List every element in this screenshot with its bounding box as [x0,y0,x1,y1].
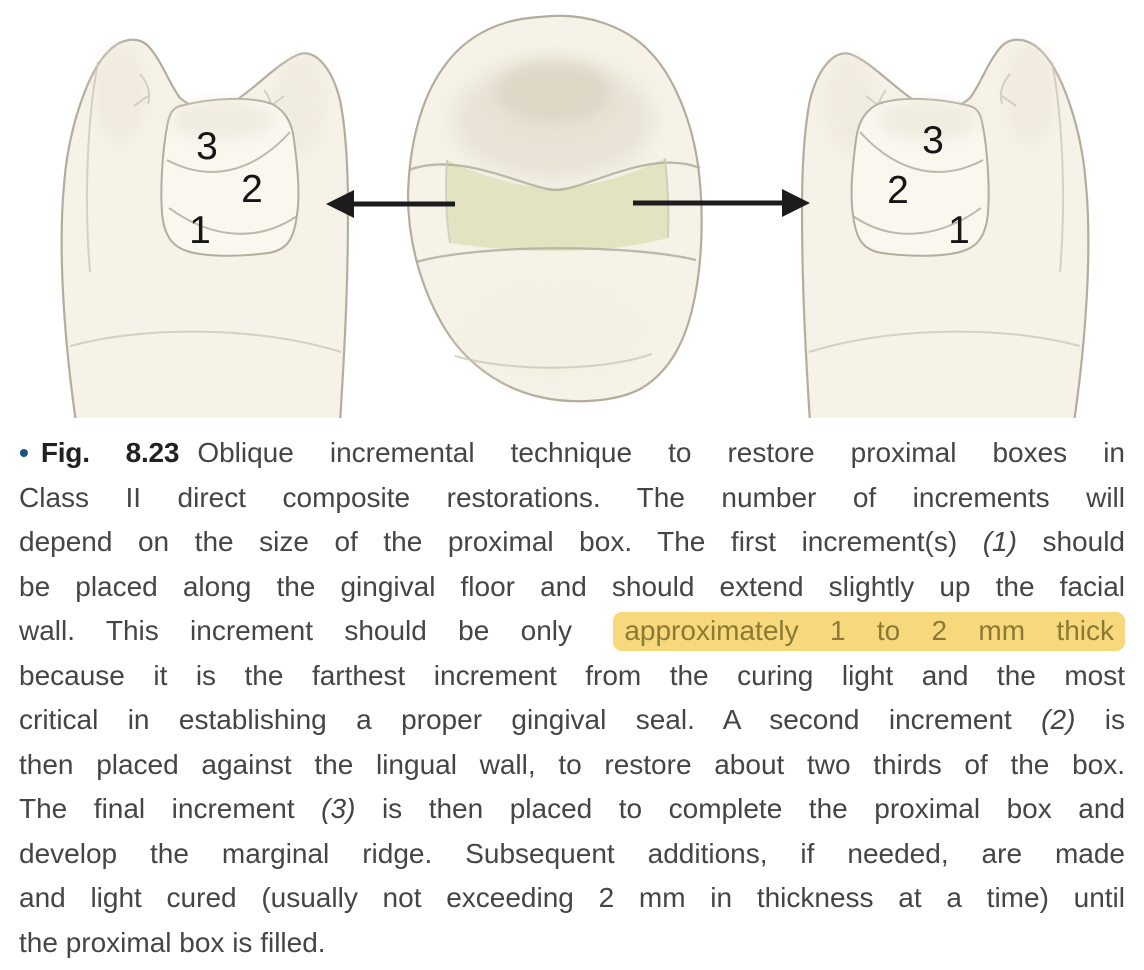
caption-bold-segment: Fig. 8.23 [40,437,180,468]
caption-line-7 [19,698,1125,743]
caption-text-segment: because it is the farthest increment from the curing light and the most [19,659,1125,691]
left-tooth [62,40,348,418]
caption-line-5 [19,609,1125,654]
caption-text-segment: then placed against the lingual wall, to restore about two thirds of the box. [19,748,1125,780]
caption-text-segment: depend on the size of the proximal box. The first increment(s) [19,526,983,557]
caption-text-segment: should [1016,526,1125,557]
left-increment-2-label: 2 [241,168,263,211]
caption-italic-segment: (1) [982,526,1017,557]
caption-text-segment: develop the marginal ridge. Subsequent additions, if needed, are made [19,837,1125,869]
caption-text-segment: Oblique incremental technique to restore proximal boxes in [197,437,1125,468]
center-tooth [408,16,702,401]
caption-line-8 [19,743,1125,788]
right-tooth [802,40,1088,418]
left-increment-1-label: 1 [189,209,211,252]
caption-text-segment: be placed along the gingival floor and should extend slightly up the facial [19,570,1125,602]
right-tooth-artwork [802,40,1088,418]
caption-line-11 [19,876,1125,921]
caption-line-10 [19,832,1125,877]
caption-italic-segment: (3) [321,793,356,824]
caption-text-segment: The final increment [19,793,322,824]
caption-text-segment: and light cured (usually not exceeding 2 mm in thickness at a time) until [19,882,1125,913]
caption-bullet-segment: • [19,437,29,468]
caption-highlight-segment: approximately 1 to 2 mm thick [613,612,1125,651]
figure-caption [0,418,1144,965]
right-increment-3-label: 3 [922,119,944,162]
left-increment-3-label: 3 [196,125,218,168]
caption-line-6 [19,654,1125,699]
caption-line-1 [19,431,1125,476]
caption-text-segment: is then placed to complete the proximal box and [355,793,1126,824]
caption-line-12 [19,921,1125,966]
caption-text-segment: critical in establishing a proper gingival seal. A second increment [19,704,1042,735]
caption-text-segment: wall. This increment should be only [19,615,604,646]
caption-line-3 [19,520,1125,565]
occlusal-fossa-shading [495,60,611,124]
caption-line-4 [19,565,1125,610]
caption-text-segment: Class II direct composite restorations. The number of increments will [19,481,1125,513]
caption-italic-segment: (2) [1041,704,1076,735]
caption-line-2 [19,476,1125,521]
right-increment-2-label: 2 [887,169,909,212]
right-increment-1-label: 1 [948,209,970,252]
caption-text-segment: is [1075,704,1126,735]
figure-illustration [0,0,1144,418]
caption-line-9 [19,787,1125,832]
caption-text-segment: the proximal box is filled. [19,926,326,958]
